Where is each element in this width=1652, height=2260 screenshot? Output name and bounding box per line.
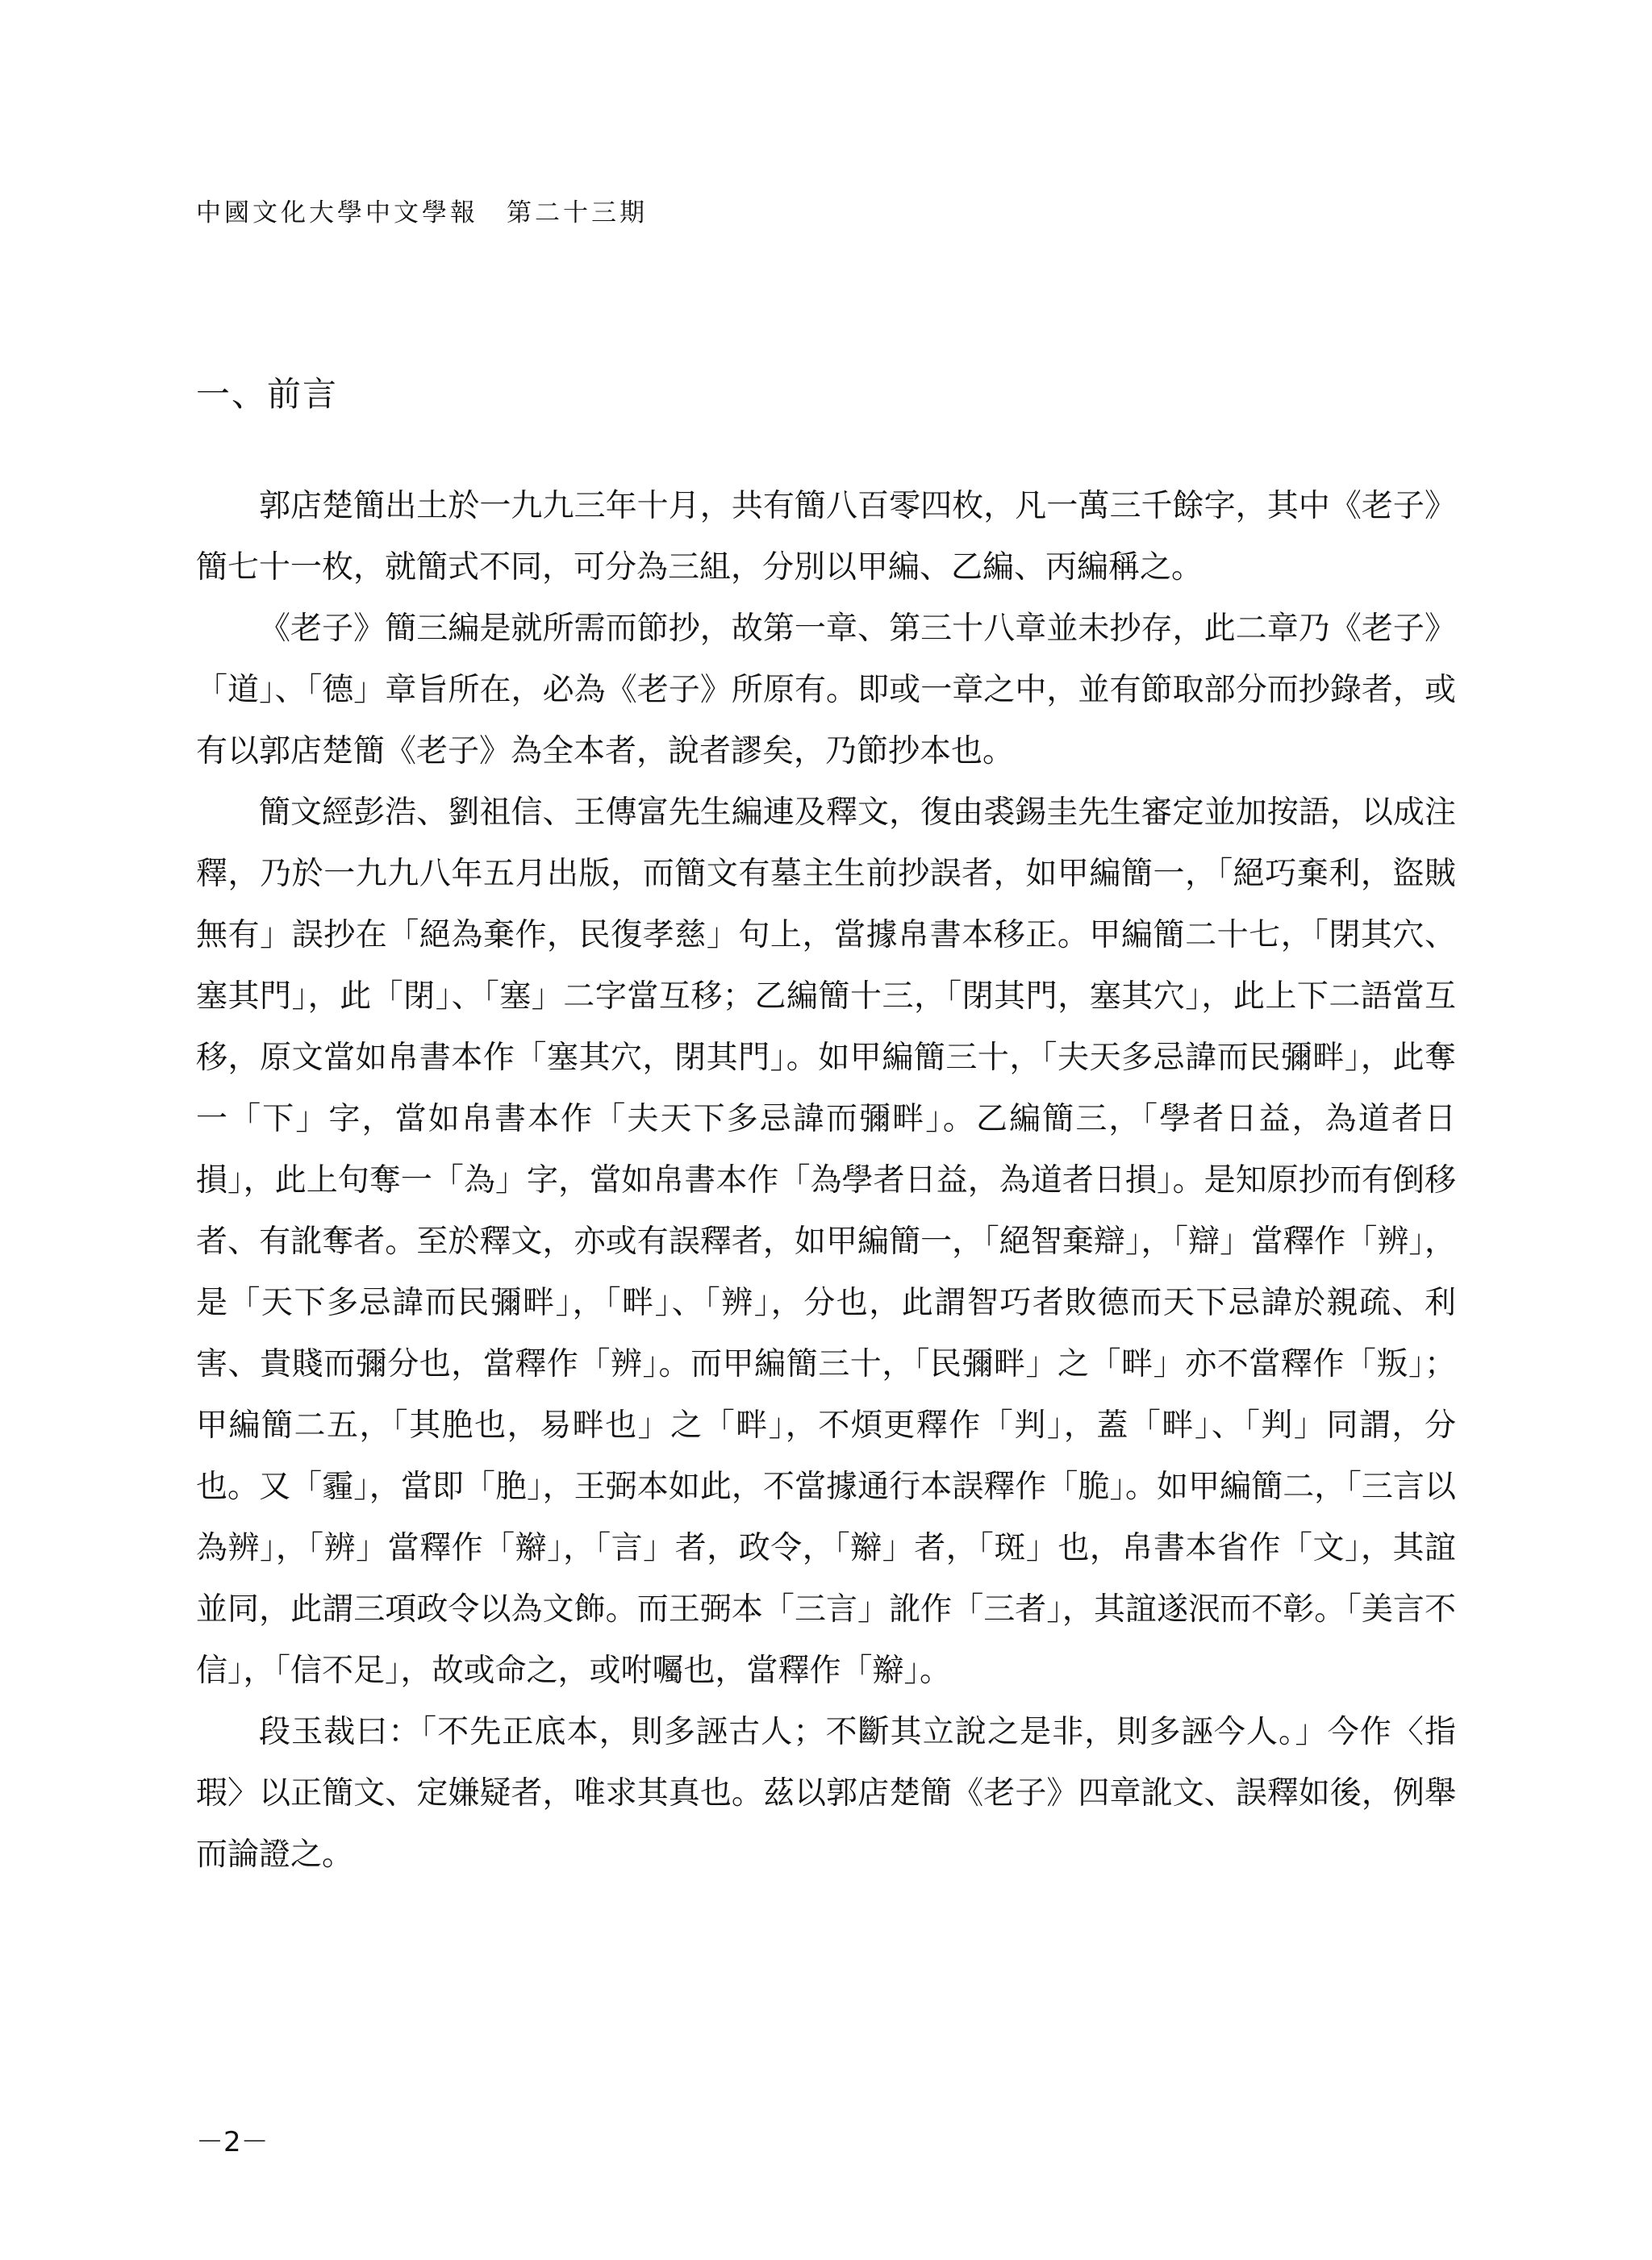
paragraph: 段玉裁曰：「不先正底本，則多誣古人；不斷其立說之是非，則多誣今人。」今作〈指瑕〉以正簡文、定嫌疑者，唯求其真也。茲以郭店楚簡《老子》四章訛文、誤釋如後，例舉而論證之。 xyxy=(196,1714,1456,1873)
page-number: －2－ xyxy=(196,2126,269,2158)
paragraph: 簡文經彭浩、劉祖信、王傳富先生編連及釋文，復由裘錫圭先生審定並加按語，以成注釋，乃於一九九八年五月出版，而簡文有墓主生前抄誤者，如甲編簡一，「絕巧棄利，盜賊無有」誤抄在「絕為棄作，民復孝慈」句上，當據帛書本移正。甲編簡二十七，「閉其穴、塞其門」，此「閉」、「塞」二字當互移；乙編簡十三，「閉其門，塞其穴」，此上下二語當互移，原文當如帛書本作「塞其穴，閉其門」。如甲編簡三十，「夫天多忌諱而民彌畔」，此奪一「下」字，當如帛書本作「夫天下多忌諱而彌畔」。乙編簡三，「學者日益，為道者日損」，此上句奪一「為」字，當如帛書本作「為學者日益，為道者日損」。是知原抄而有倒移者、有訛奪者。至於釋文，亦或有誤釋者，如甲編簡一，「絕智棄辯」，「辯」當釋作「辨」，是「天下多忌諱而民彌畔」，「畔」、「辨」，分也，此謂智巧者敗德而天下忌諱於親疏、利害、貴賤而彌分也，當釋作「辨」。而甲編簡三十，「民彌畔」之「畔」亦不當釋作「叛」；甲編簡二五，「其脃也，易畔也」之「畔」，不煩更釋作「判」，蓋「畔」、「判」同謂，分也。又「霾」，當即「脃」，王弼本如此，不當據通行本誤釋作「脆」。如甲編簡二，「三言以為辨」，「辨」當釋作「辮」，「言」者，政令，「辮」者，「斑」也，帛書本省作「文」，其誼並同，此謂三項政令以為文飾。而王弼本「三言」訛作「三者」，其誼遂泯而不彰。「美言不信」，「信不足」，故或命之，或咐囑也，當釋作「辮」。 xyxy=(196,794,1456,1689)
paragraph: 郭店楚簡出土於一九九三年十月，共有簡八百零四枚，凡一萬三千餘字，其中《老子》簡七十一枚，就簡式不同，可分為三組，分別以甲編、乙編、丙編稱之。 xyxy=(196,488,1456,586)
body-text xyxy=(196,476,1456,1886)
section-heading: 一、前言 xyxy=(196,374,339,414)
running-header: 中國文化大學中文學報 第二十三期 xyxy=(196,198,648,227)
paragraph: 《老子》簡三編是就所需而節抄，故第一章、第三十八章並未抄存，此二章乃《老子》「道」、「德」章旨所在，必為《老子》所原有。即或一章之中，並有節取部分而抄錄者，或有以郭店楚簡《老子》為全本者，說者謬矣，乃節抄本也。 xyxy=(196,611,1456,769)
